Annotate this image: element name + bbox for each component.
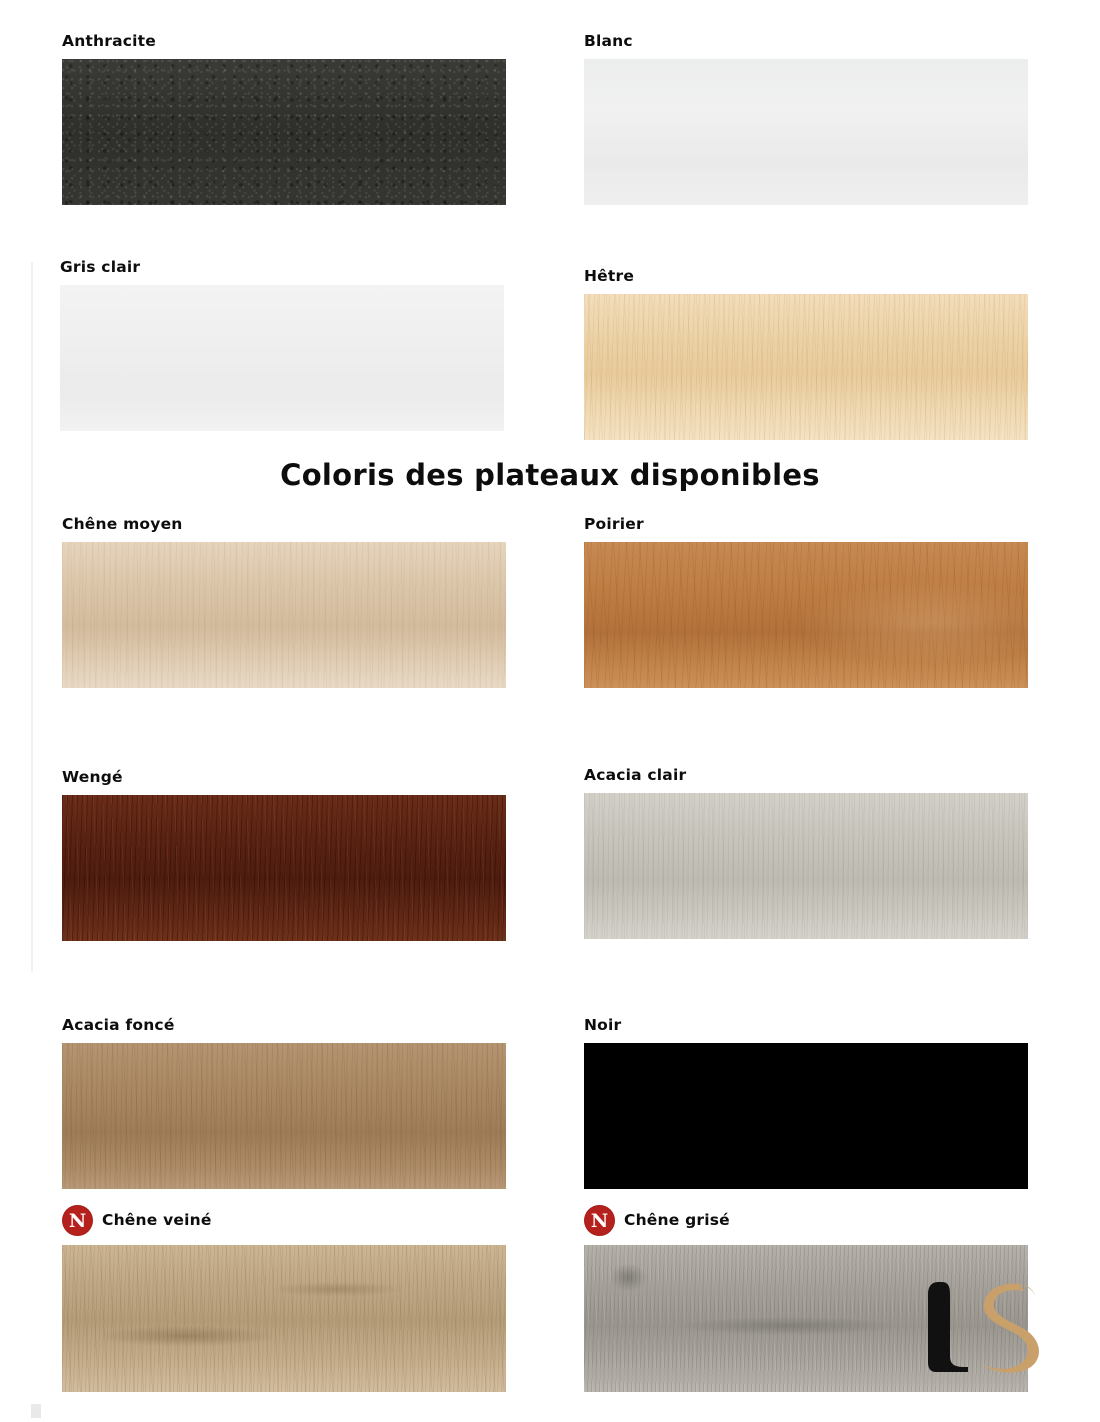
swatch-sample-hetre: [584, 294, 1028, 440]
swatch-label: Poirier: [584, 515, 644, 533]
swatch-label-row: [62, 1205, 506, 1236]
swatch-label-row: [584, 1205, 1028, 1236]
swatch-sample-anthracite: [62, 59, 506, 205]
new-badge-icon: N: [62, 1205, 93, 1236]
page-left-rule: [31, 262, 33, 972]
swatch-gris-clair: [60, 260, 504, 431]
swatch-blanc: [584, 34, 1028, 205]
swatch-label: Acacia clair: [584, 766, 687, 784]
swatch-acacia-fonce: [62, 1018, 506, 1189]
swatch-label: Blanc: [584, 32, 633, 50]
swatch-label: Chêne grisé: [624, 1210, 730, 1229]
swatch-poirier: [584, 517, 1028, 688]
swatch-label: Hêtre: [584, 267, 635, 285]
swatch-chene-veine: [62, 1205, 506, 1392]
swatch-sample-acacia-clair: [584, 793, 1028, 939]
swatch-hetre: [584, 269, 1028, 440]
swatch-noir: [584, 1018, 1028, 1189]
swatch-sample-blanc: [584, 59, 1028, 205]
swatch-label: Acacia foncé: [62, 1016, 175, 1034]
swatch-acacia-clair: [584, 768, 1028, 939]
swatch-chene-grise: [584, 1205, 1028, 1392]
swatch-sample-wenge: [62, 795, 506, 941]
swatch-label: Anthracite: [62, 32, 157, 50]
swatch-label: Chêne moyen: [62, 515, 183, 533]
swatch-sample-chene-grise: [584, 1245, 1028, 1392]
swatch-anthracite: [62, 34, 506, 205]
page-bottom-mark: [31, 1404, 41, 1418]
swatch-sample-gris-clair: [60, 285, 504, 431]
swatch-label: Wengé: [62, 768, 123, 786]
swatch-sample-noir: [584, 1043, 1028, 1189]
swatch-chene-moyen: [62, 517, 506, 688]
swatch-label: Gris clair: [60, 258, 141, 276]
swatch-sample-poirier: [584, 542, 1028, 688]
new-badge-icon: N: [584, 1205, 615, 1236]
swatch-label: Noir: [584, 1016, 622, 1034]
swatch-sample-chene-moyen: [62, 542, 506, 688]
swatch-sample-chene-veine: [62, 1245, 506, 1392]
swatch-sample-acacia-fonce: [62, 1043, 506, 1189]
swatch-wenge: [62, 770, 506, 941]
page-title: Coloris des plateaux disponibles: [280, 458, 820, 492]
swatch-label: Chêne veiné: [102, 1210, 212, 1229]
